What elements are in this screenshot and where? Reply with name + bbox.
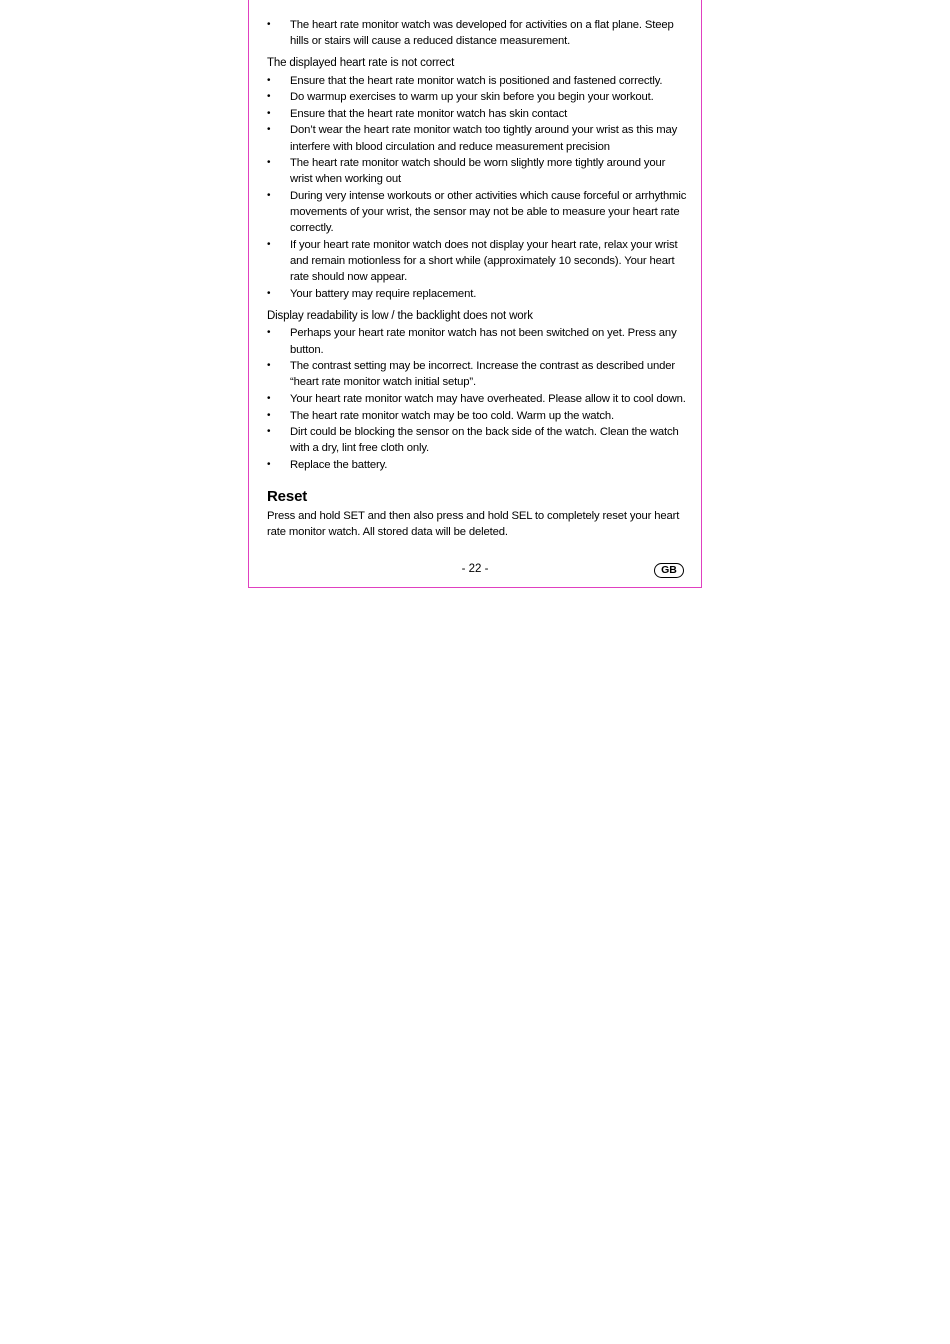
bullet-icon: • — [267, 124, 271, 136]
list-item: • If your heart rate monitor watch does not display your heart rate, relax your wrist and remain motionless for a short while (approximately 10 seconds). Your heart rate should now appear. — [267, 238, 678, 284]
bullet-icon: • — [267, 392, 271, 404]
bullet-icon: • — [267, 287, 271, 299]
heart-rate-heading: The displayed heart rate is not correct — [267, 57, 455, 70]
bullet-icon: • — [267, 360, 271, 372]
bullet-icon: • — [267, 327, 271, 339]
list-item: • The heart rate monitor watch was developed for activities on a flat plane. Steep hills or stairs will cause a reduced distance measurement. — [267, 19, 674, 48]
list-item: • Do warmup exercises to warm up your skin before you begin your workout. — [267, 89, 687, 105]
bullet-icon: • — [267, 157, 271, 169]
bullet-icon: • — [267, 19, 271, 30]
list-item: • The heart rate monitor watch should be worn slightly more tightly around your wrist when working out — [267, 157, 666, 186]
intro-bullet-list — [267, 17, 687, 49]
bullet-icon: • — [267, 91, 271, 103]
list-item: • Ensure that the heart rate monitor watch has skin contact — [267, 106, 687, 122]
manual-page-content — [267, 17, 687, 541]
set-key-label: SET — [343, 510, 365, 523]
sel-key-label: SEL — [511, 510, 532, 523]
reset-paragraph: Press and hold SET and then also press and hold SEL to completely reset your heart rate monitor watch. All stored data will be deleted. — [267, 510, 680, 539]
list-item: • Your battery may require replacement. — [267, 286, 687, 302]
display-bullet-list — [267, 325, 687, 473]
bullet-icon: • — [267, 458, 271, 470]
bullet-icon: • — [267, 409, 271, 421]
display-heading: Display readability is low / the backlight does not work — [267, 310, 533, 323]
country-badge: GB — [654, 563, 684, 578]
list-item: • During very intense workouts or other activities which cause forceful or arrhythmic movements of your wrist, the sensor may not be able to measure your heart rate correctly. — [267, 189, 687, 235]
heart-rate-bullet-list — [267, 73, 687, 303]
list-item: • Replace the battery. — [267, 457, 687, 473]
bullet-icon: • — [267, 426, 271, 438]
bullet-icon: • — [267, 107, 271, 119]
list-item: • The heart rate monitor watch may be too cold. Warm up the watch. — [267, 408, 687, 424]
list-item: • Ensure that the heart rate monitor watch is positioned and fastened correctly. — [267, 73, 687, 89]
list-item: • Dirt could be blocking the sensor on the back side of the watch. Clean the watch with a dry, lint free cloth only. — [267, 426, 679, 455]
reset-title: Reset — [267, 488, 308, 506]
bullet-icon: • — [267, 74, 271, 86]
list-item: • Your heart rate monitor watch may have overheated. Please allow it to cool down. — [267, 391, 687, 407]
list-item: • Don’t wear the heart rate monitor watch too tightly around your wrist as this may interfere with blood circulation and reduce measurement precision — [267, 124, 678, 153]
bullet-icon: • — [267, 238, 271, 250]
list-item: • The contrast setting may be incorrect. Increase the contrast as described under “heart rate monitor watch initial setup”. — [267, 360, 675, 389]
bullet-icon: • — [267, 189, 271, 201]
page-number: - 22 - — [461, 563, 489, 575]
list-item: • Perhaps your heart rate monitor watch has not been switched on yet. Press any button. — [267, 327, 677, 356]
